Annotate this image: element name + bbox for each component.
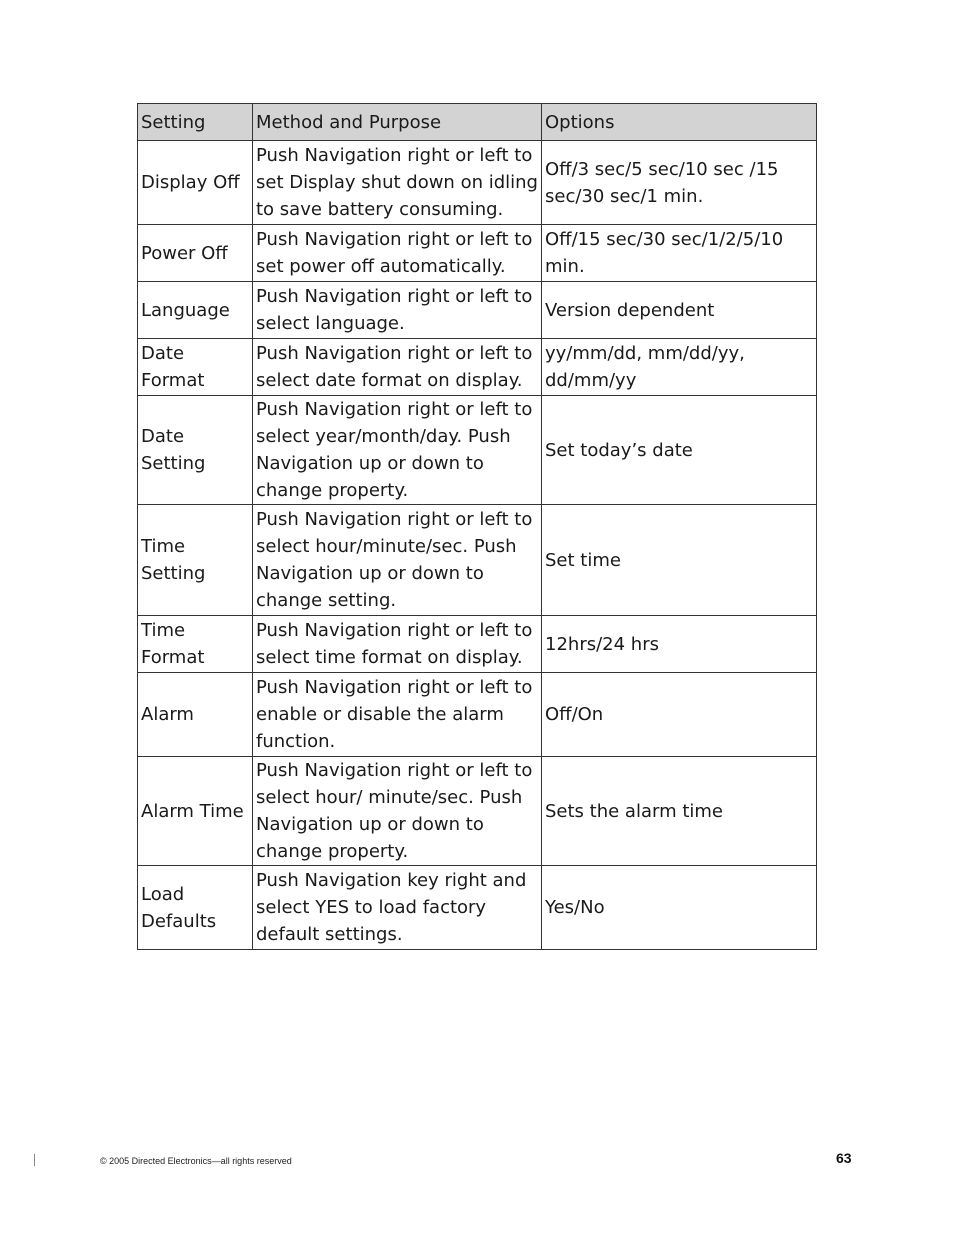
table-row (138, 339, 817, 396)
options-cell: 12hrs/24 hrs (542, 616, 817, 673)
options-cell: Off/15 sec/30 sec/1/2/5/10 min. (542, 225, 817, 282)
table-row (138, 866, 817, 950)
footer-copyright: © 2005 Directed Electronics—all rights reserved (100, 1156, 292, 1166)
method-cell: Push Navigation right or left to select year/month/day. Push Navigation up or down to change property. (253, 396, 542, 505)
table-header-row (138, 104, 817, 141)
method-cell: Push Navigation right or left to select hour/ minute/sec. Push Navigation up or down to change property. (253, 757, 542, 866)
method-cell: Push Navigation right or left to set power off automatically. (253, 225, 542, 282)
setting-cell: Power Off (138, 225, 253, 282)
header-method: Method and Purpose (253, 104, 542, 141)
footer-margin-mark (34, 1154, 35, 1166)
table-row (138, 141, 817, 225)
setting-cell: Date Format (138, 339, 253, 396)
setting-cell: Date Setting (138, 396, 253, 505)
header-options: Options (542, 104, 817, 141)
options-cell: Off/On (542, 673, 817, 757)
options-cell: Sets the alarm time (542, 757, 817, 866)
setting-cell: Load Defaults (138, 866, 253, 950)
method-cell: Push Navigation right or left to select hour/minute/sec. Push Navigation up or down to change setting. (253, 505, 542, 616)
table-row (138, 673, 817, 757)
setting-cell: Time Format (138, 616, 253, 673)
setting-cell: Alarm (138, 673, 253, 757)
method-cell: Push Navigation right or left to select date format on display. (253, 339, 542, 396)
options-cell: yy/mm/dd, mm/dd/yy, dd/mm/yy (542, 339, 817, 396)
options-cell: Off/3 sec/5 sec/10 sec /15 sec/30 sec/1 min. (542, 141, 817, 225)
method-cell: Push Navigation right or left to enable or disable the alarm function. (253, 673, 542, 757)
page-number: 63 (836, 1150, 852, 1166)
method-cell: Push Navigation right or left to set Display shut down on idling to save battery consuming. (253, 141, 542, 225)
method-cell: Push Navigation key right and select YES to load factory default settings. (253, 866, 542, 950)
table-row (138, 282, 817, 339)
setting-cell: Language (138, 282, 253, 339)
method-cell: Push Navigation right or left to select time format on display. (253, 616, 542, 673)
table-row (138, 757, 817, 866)
options-cell: Yes/No (542, 866, 817, 950)
header-setting: Setting (138, 104, 253, 141)
table-row (138, 225, 817, 282)
method-cell: Push Navigation right or left to select language. (253, 282, 542, 339)
setting-cell: Alarm Time (138, 757, 253, 866)
settings-table (137, 103, 817, 950)
setting-cell: Display Off (138, 141, 253, 225)
setting-cell: Time Setting (138, 505, 253, 616)
table-row (138, 505, 817, 616)
options-cell: Set time (542, 505, 817, 616)
table-row (138, 616, 817, 673)
table-row (138, 396, 817, 505)
options-cell: Set today’s date (542, 396, 817, 505)
options-cell: Version dependent (542, 282, 817, 339)
